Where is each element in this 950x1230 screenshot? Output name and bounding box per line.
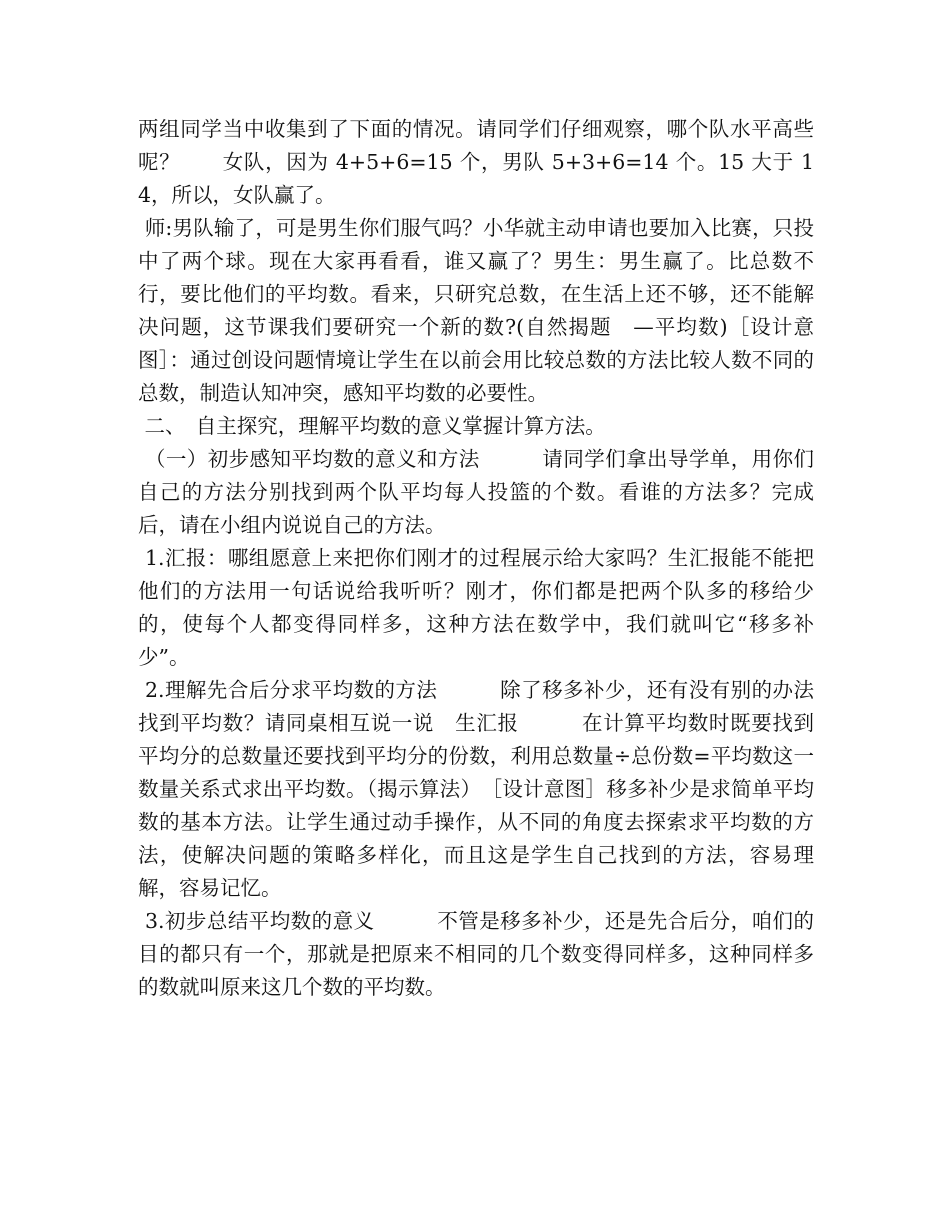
paragraph-intro: 两组同学当中收集到了下面的情况。请同学们仔细观察，哪个队水平高些呢？ 女队，因为 4+5+6=15 个，男队 5+3+6=14 个。15 大于 14，所以，女队赢了。 [138, 117, 814, 207]
section-heading-explore: 二、 自主探究，理解平均数的意义掌握计算方法。 [138, 414, 606, 438]
paragraph-initial-perception: （一）初步感知平均数的意义和方法 请同学们拿出导学单，用你们自己的方法分别找到两个队平均每人投篮的个数。看谁的方法多？完成后，请在小组内说说自己的方法。 [138, 447, 814, 537]
paragraph-combine-then-divide: 2.理解先合后分求平均数的方法 除了移多补少，还有没有别的办法找到平均数？请同桌相互说一说 生汇报 在计算平均数时既要找到平均分的总数量还要找到平均分的份数，利用总数量÷总份数=平均数这一数量关系式求出平均数。（揭示算法） ［设计意图］移多补少是求简单平均数的基本方法。让学生通过动手操作，从不同的角度去探索求平均数的方法，使解决问题的策略多样化，而且这是学生自己找到的方法，容易理解，容易记忆。 [138, 678, 814, 900]
paragraph-summary-meaning: 3.初步总结平均数的意义 不管是移多补少，还是先合后分，咱们的目的都只有一个，那就是把原来不相同的几个数变得同样多，这种同样多的数就叫原来这几个数的平均数。 [138, 909, 814, 999]
paragraph-report: 1.汇报：哪组愿意上来把你们刚才的过程展示给大家吗？生汇报能不能把他们的方法用一句话说给我听听？刚才，你们都是把两个队多的移给少的，使每个人都变得同样多，这种方法在数学中，我们就叫它“移多补少”。 [138, 546, 814, 669]
document-page [138, 113, 814, 1004]
paragraph-teacher-dialogue: 师:男队输了，可是男生你们服气吗？小华就主动申请也要加入比赛，只投中了两个球。现在大家再看看，谁又赢了？男生：男生赢了。比总数不行，要比他们的平均数。看来，只研究总数，在生活上还不够，还不能解决问题，这节课我们要研究一个新的数?(自然揭题 —平均数)［设计意图］：通过创设问题情境让学生在以前会用比较总数的方法比较人数不同的总数，制造认知冲突，感知平均数的必要性。 [138, 216, 814, 405]
